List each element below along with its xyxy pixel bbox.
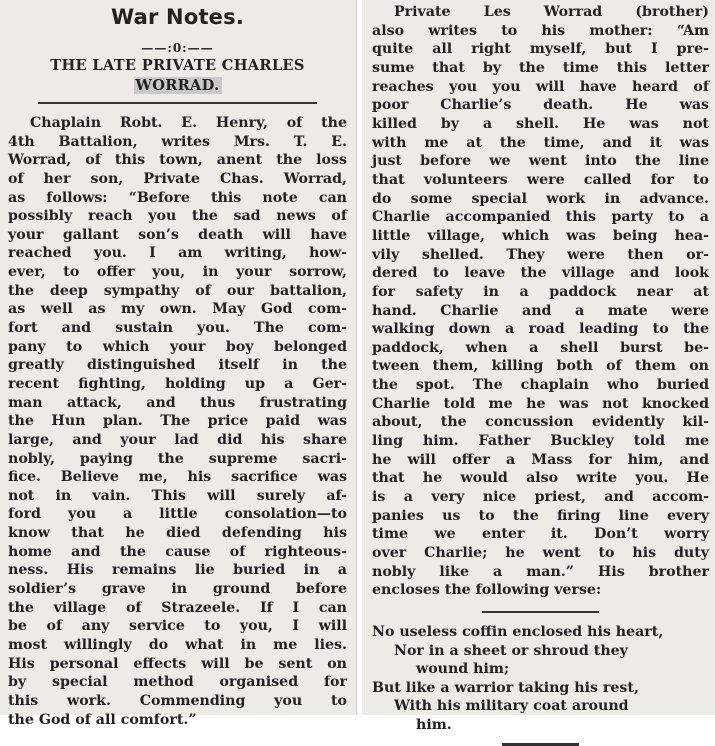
verse-line: wound him; (416, 661, 510, 678)
article-line: the deep sympathy of our battalion, (8, 282, 347, 299)
article-line: recent fighting, holding up a Ger- (8, 375, 347, 392)
article-line: this work. Commending you to (8, 692, 347, 709)
article-line: by special method organised for (8, 674, 347, 691)
article-line: encloses the following verse: (372, 582, 602, 599)
article-line: the Hun plan. The price paid was (8, 413, 347, 430)
article-line: fort and sustain you. The com- (8, 320, 347, 337)
article-line: ford you a little consolation—to (8, 506, 347, 523)
article-line: Charlie told me he was not knocked (372, 395, 709, 412)
article-line: sume that by the time this letter (372, 59, 709, 76)
article-line: hand. Charlie and a mate were (372, 302, 709, 319)
article-line: home and the cause of righteous- (8, 543, 347, 560)
article-line: as well as my own. May God com- (8, 301, 347, 318)
article-line: that volunteers were called for to (372, 171, 709, 188)
article-line: be of any service to you, I will (8, 618, 347, 635)
article-line: reached you. I am writing, how- (8, 245, 347, 262)
article-line: paddock, when a shell burst be- (372, 339, 709, 356)
article-line: he will offer a Mass for him, and (372, 451, 709, 468)
article-line: pany to which your boy belonged (8, 338, 347, 355)
article-line: as follows: “Before this note can (8, 189, 347, 206)
article-line: ever, to offer you, in your sorrow, (8, 264, 347, 281)
article-line: that he would also write you. He (372, 470, 709, 487)
article-line: tween them, killing both of them on (372, 358, 709, 375)
article-line: over Charlie; he went to his duty (372, 545, 709, 562)
article-line: greatly distinguished itself in the (8, 357, 347, 374)
article-line: is a very nice priest, and accom- (372, 489, 709, 506)
article-line: large, and your lad did his share (8, 431, 347, 448)
article-line: 4th Battalion, writes Mrs. T. E. (8, 133, 347, 150)
article-line: little village, which was being hea- (372, 227, 709, 244)
verse-line: No useless coffin enclosed his heart, (372, 624, 664, 640)
article-line: about, the concussion evidently kil- (372, 414, 709, 431)
article-line: the village of Strazeele. If I can (8, 599, 347, 616)
article-line: Charlie accompanied this party to a (372, 209, 709, 226)
article-line: Chaplain Robt. E. Henry, of the (30, 115, 347, 131)
verse-line: him. (416, 716, 452, 733)
article-line: of her son, Private Chas. Worrad, (8, 170, 347, 187)
verse-line: Nor in a sheet or shroud they (394, 642, 628, 659)
article-line: vily shelled. They were then or- (372, 246, 709, 263)
article-line: for safety in a paddock near at (372, 283, 709, 300)
verse (372, 623, 709, 735)
headline-rule (38, 102, 317, 104)
article-line: killed by a shell. He was not (372, 115, 709, 132)
article-line: the spot. The chaplain who buried (372, 377, 709, 394)
article-line: just before we went into the line (372, 153, 709, 170)
headline-line-2: WORRAD. (135, 77, 220, 94)
article-line: Private Les Worrad (brother) (394, 4, 709, 20)
left-article-body (8, 114, 347, 729)
article-line: panies us to the firing line every (372, 507, 709, 524)
masthead: War Notes. (110, 5, 244, 29)
article-line: possibly reach you the sad news of (8, 208, 347, 225)
headline (8, 56, 347, 96)
verse-rule (482, 611, 599, 613)
article-line: also writes to his mother: “Am (372, 22, 709, 39)
article-line: man attack, and thus frustrating (8, 394, 347, 411)
article-line: know that he died defending his (8, 525, 347, 542)
article-line: nobly like a man.” His brother (372, 563, 709, 580)
right-article-body (372, 0, 709, 600)
article-line: quite all right myself, but I pre- (372, 41, 709, 58)
article-line: fice. Believe me, his sacrifice was (8, 469, 347, 486)
article-line: your gallant son’s death will have (8, 226, 347, 243)
article-line: nobly, paying the supreme sacri- (8, 450, 347, 467)
article-line: do some special work in advance. (372, 190, 709, 207)
end-rule (502, 743, 579, 746)
article-line: walking down a road leading to the (372, 321, 709, 338)
article-line: poor Charlie’s death. He was (372, 97, 709, 114)
article-line: ling him. Father Buckley told me (372, 433, 709, 450)
article-line: not in vain. This will surely af- (8, 487, 347, 504)
headline-line-1: THE LATE PRIVATE CHARLES (50, 57, 305, 74)
verse-line: But like a warrior taking his rest, (372, 679, 639, 696)
article-line: Worrad, of this town, anent the loss (8, 152, 347, 169)
article-line: His personal effects will be sent on (8, 655, 347, 672)
article-line: soldier’s grave in ground before (8, 581, 347, 598)
article-line: reaches you you will have heard of (372, 78, 709, 95)
verse-line: With his military coat around (394, 698, 629, 715)
article-line: the God of all comfort.” (8, 711, 197, 728)
left-clipping (0, 0, 357, 728)
right-clipping (362, 0, 715, 733)
article-line: ness. His remains lie buried in a (8, 562, 347, 579)
article-line: time we enter it. Don’t worry (372, 526, 709, 543)
article-line: with me at the time, and it was (372, 134, 709, 151)
article-line: dered to leave the village and look (372, 265, 709, 282)
ornament-rule: ——:0:—— (141, 41, 214, 55)
article-line: most willingly do what in me lies. (8, 636, 347, 653)
